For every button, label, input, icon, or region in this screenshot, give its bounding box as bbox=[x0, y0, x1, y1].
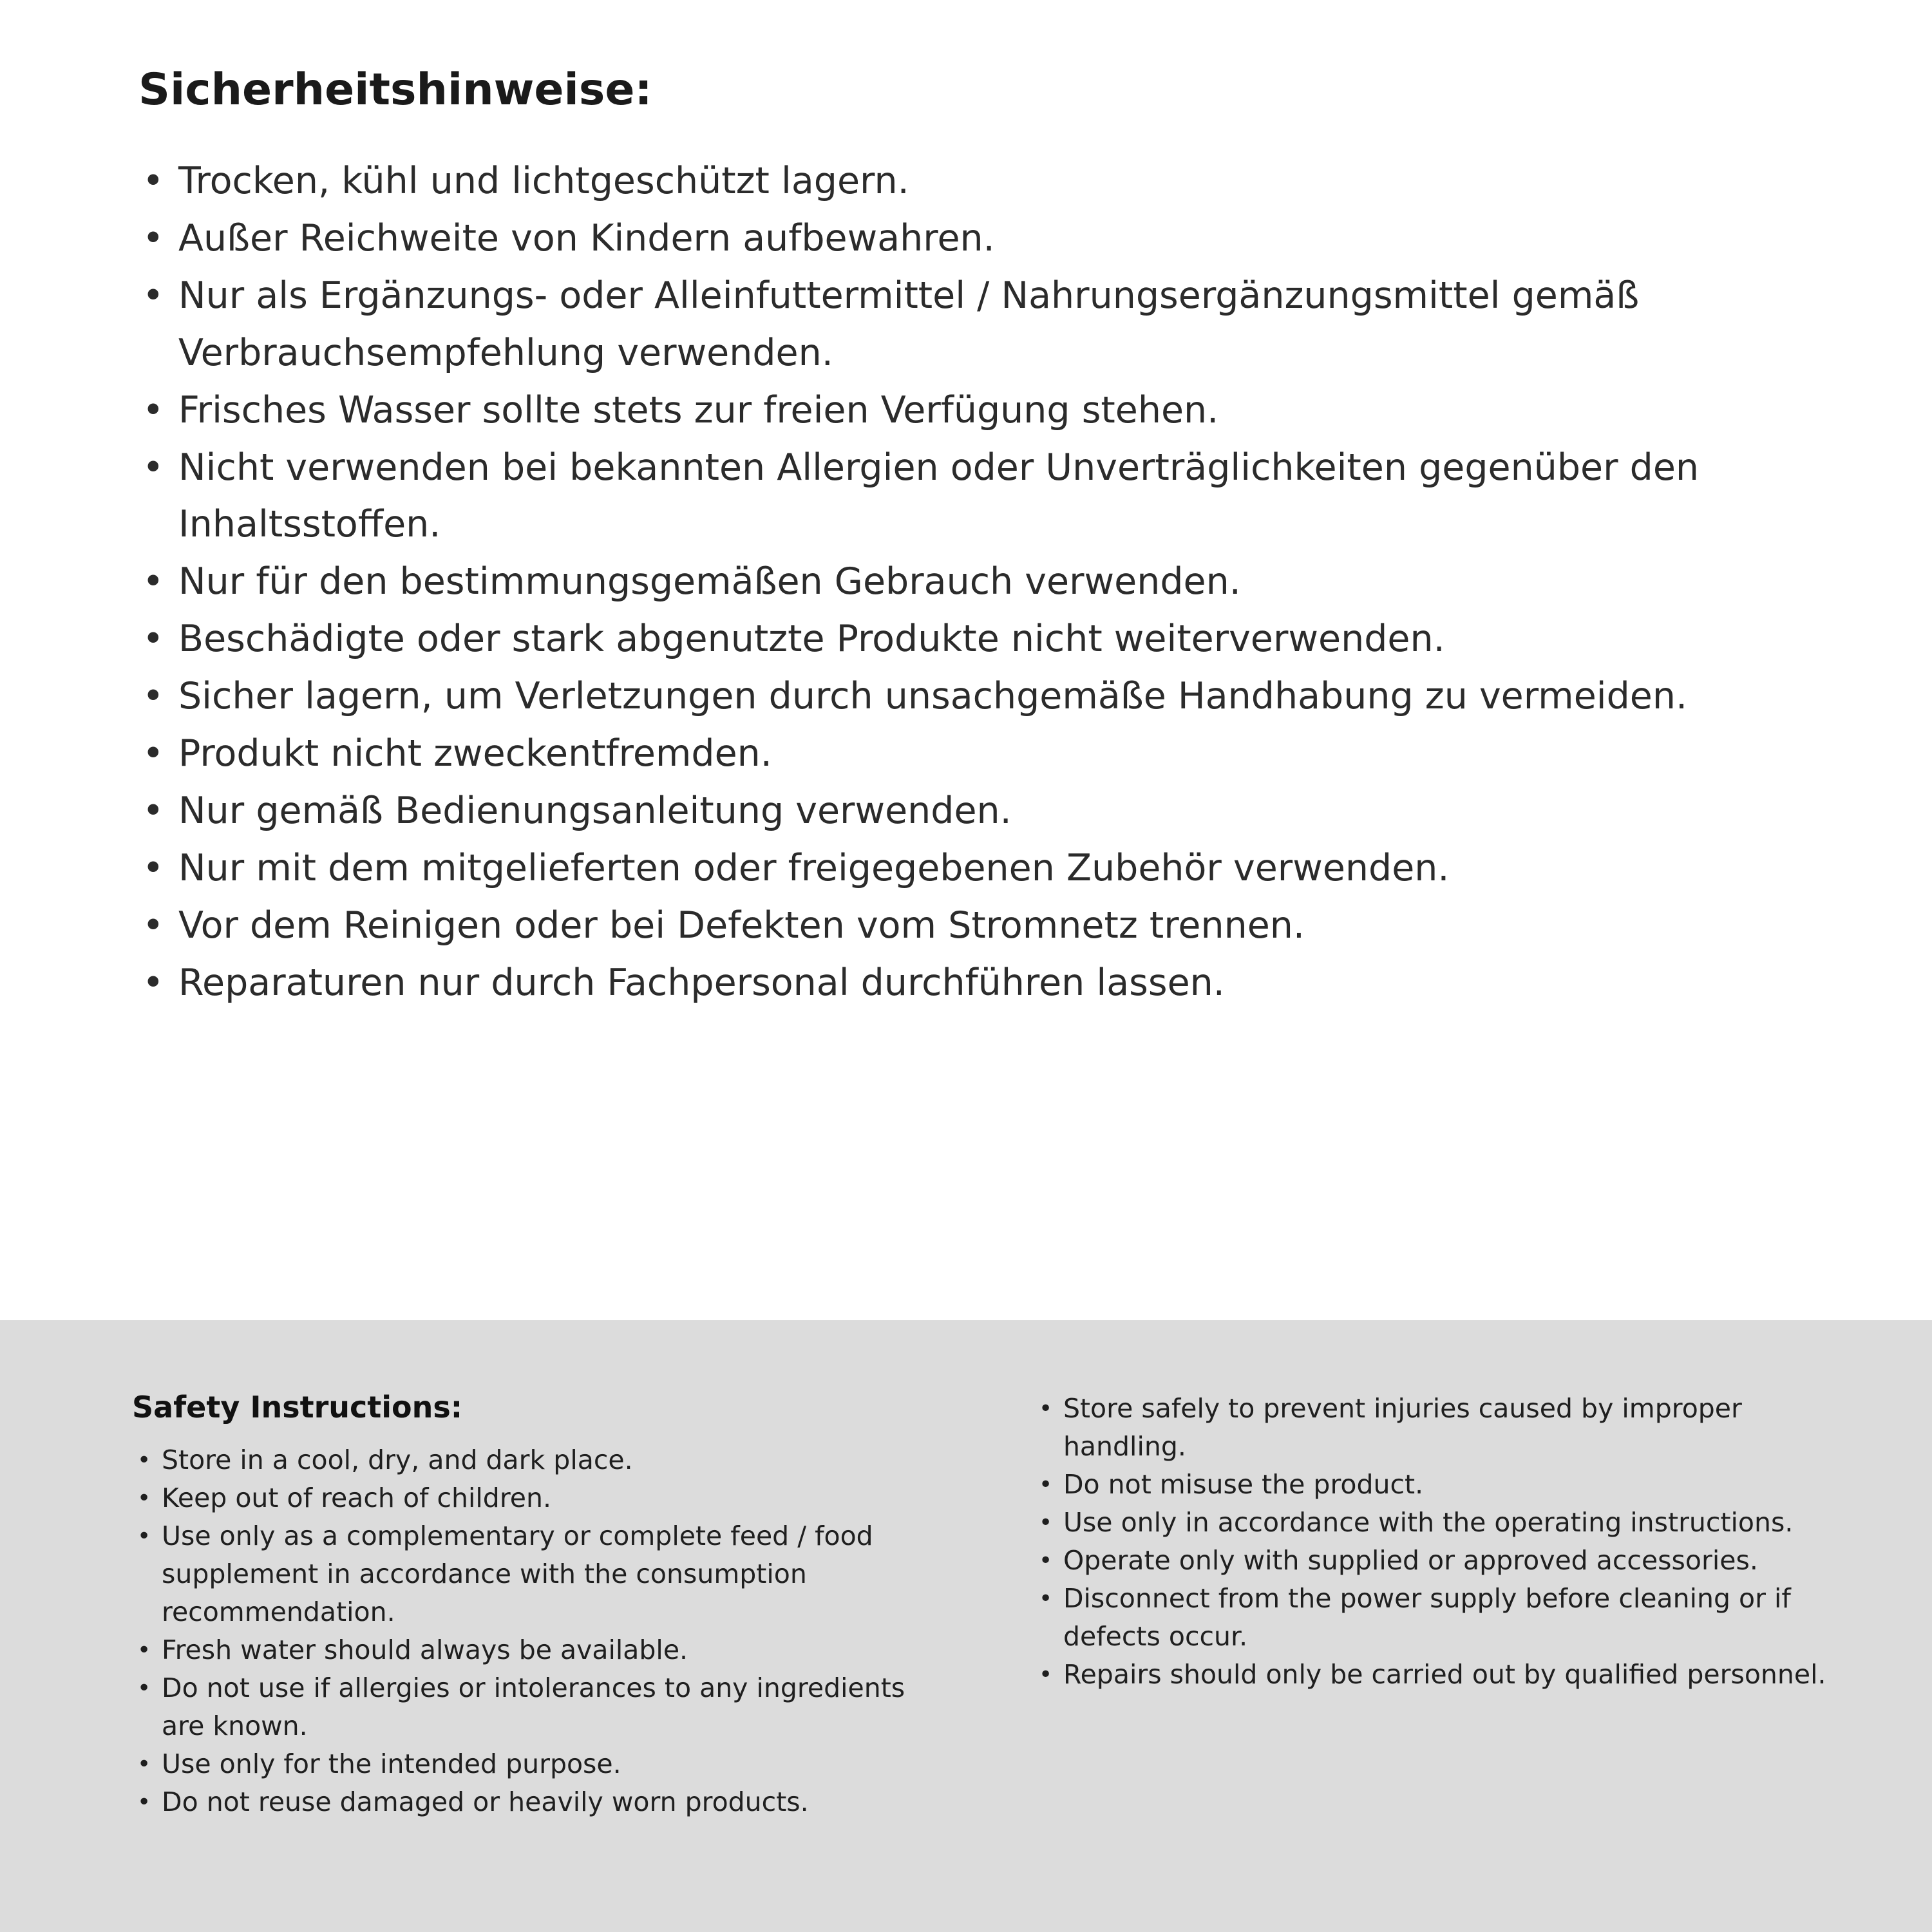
list-item: • Store safely to prevent injuries caused by improper handling. bbox=[1034, 1390, 1835, 1466]
list-item: • Do not use if allergies or intolerances to any ingredients are known. bbox=[132, 1669, 950, 1745]
list-item: • Nicht verwenden bei bekannten Allergien oder Unverträglichkeiten gegenüber den Inhaltsstoffen. bbox=[138, 439, 1803, 554]
list-item: • Repairs should only be carried out by qualified personnel. bbox=[1034, 1656, 1835, 1694]
list-item: • Do not reuse damaged or heavily worn products. bbox=[132, 1783, 950, 1821]
list-item: • Use only for the intended purpose. bbox=[132, 1745, 950, 1783]
list-item: • Disconnect from the power supply before cleaning or if defects occur. bbox=[1034, 1580, 1835, 1656]
list-item: • Vor dem Reinigen oder bei Defekten vom Stromnetz trennen. bbox=[138, 897, 1803, 954]
english-right-column bbox=[1034, 1390, 1835, 1694]
list-item: • Fresh water should always be available. bbox=[132, 1631, 950, 1669]
list-item: • Nur mit dem mitgelieferten oder freigegebenen Zubehör verwenden. bbox=[138, 840, 1803, 897]
list-item: • Beschädigte oder stark abgenutzte Produkte nicht weiterverwenden. bbox=[138, 611, 1803, 668]
list-item: • Nur für den bestimmungsgemäßen Gebrauch verwenden. bbox=[138, 553, 1803, 611]
german-heading: Sicherheitshinweise: bbox=[138, 64, 652, 115]
list-item: • Keep out of reach of children. bbox=[132, 1479, 950, 1517]
list-item: • Use only in accordance with the operating instructions. bbox=[1034, 1504, 1835, 1542]
list-item: • Nur gemäß Bedienungsanleitung verwenden. bbox=[138, 782, 1803, 840]
english-section bbox=[0, 1320, 1932, 1932]
list-item: • Operate only with supplied or approved accessories. bbox=[1034, 1542, 1835, 1580]
list-item: • Trocken, kühl und lichtgeschützt lagern. bbox=[138, 153, 1803, 210]
english-safety-list-left bbox=[132, 1441, 950, 1821]
list-item: • Nur als Ergänzungs- oder Alleinfuttermittel / Nahrungsergänzungsmittel gemäß Verbrauchsempfehlung verwenden. bbox=[138, 267, 1803, 382]
list-item: • Produkt nicht zweckentfremden. bbox=[138, 725, 1803, 782]
english-left-column bbox=[132, 1390, 950, 1821]
german-safety-list bbox=[138, 153, 1803, 1012]
list-item: • Frisches Wasser sollte stets zur freien Verfügung stehen. bbox=[138, 382, 1803, 439]
list-item: • Reparaturen nur durch Fachpersonal durchführen lassen. bbox=[138, 954, 1803, 1012]
list-item: • Store in a cool, dry, and dark place. bbox=[132, 1441, 950, 1479]
list-item: • Sicher lagern, um Verletzungen durch unsachgemäße Handhabung zu vermeiden. bbox=[138, 668, 1803, 725]
list-item: • Außer Reichweite von Kindern aufbewahren. bbox=[138, 210, 1803, 267]
english-heading: Safety Instructions: bbox=[132, 1390, 463, 1425]
list-item: • Use only as a complementary or complete feed / food supplement in accordance with the consumption recommendation. bbox=[132, 1517, 950, 1631]
english-safety-list-right bbox=[1034, 1390, 1835, 1694]
list-item: • Do not misuse the product. bbox=[1034, 1466, 1835, 1504]
